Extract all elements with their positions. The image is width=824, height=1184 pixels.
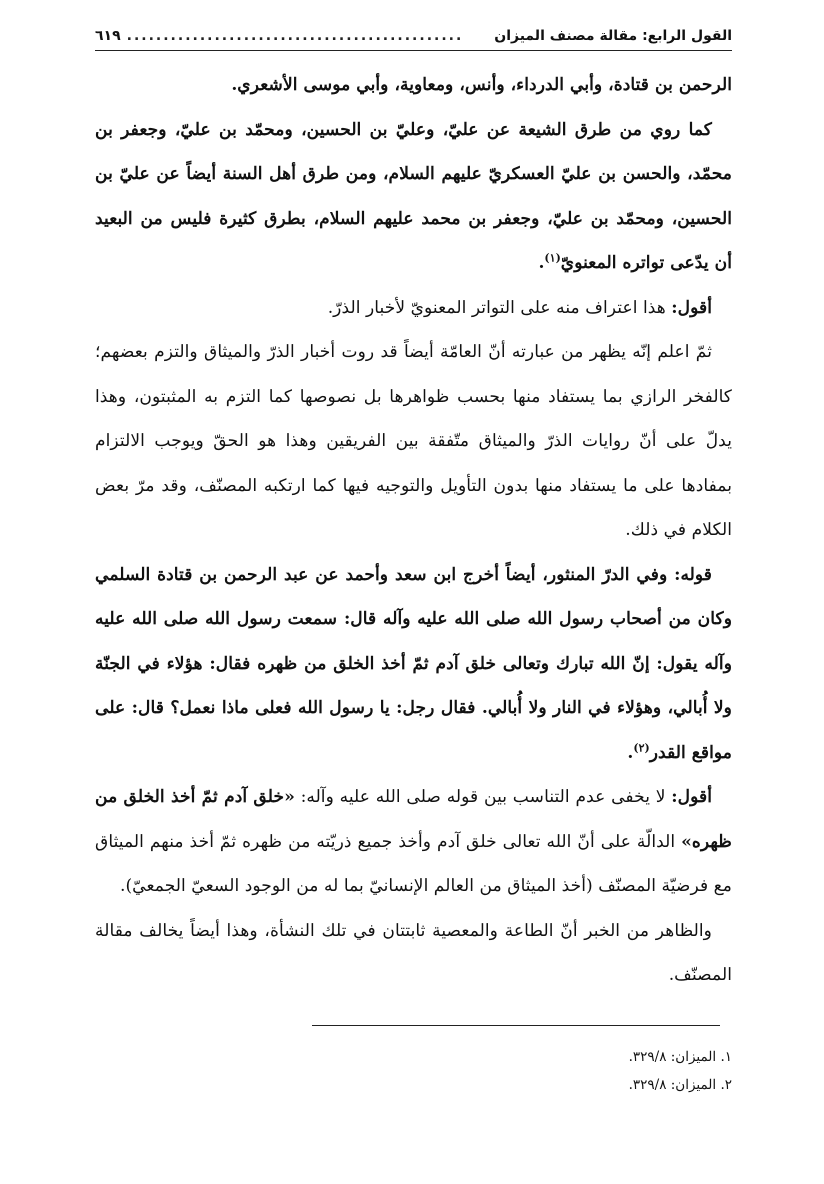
paragraph-tail: . [538,253,545,273]
header-leader-dots: .............................................. [126,28,464,44]
paragraph-lead: أقول: [671,787,712,807]
footnotes [312,1043,732,1099]
footnote-ref-2[interactable]: (٢) [633,740,650,754]
quoted-hadith: «خلق آدم ثمّ أخذ الخلق من ظهره» [95,787,732,852]
paragraph-3 [95,286,732,331]
footnote-ref-1[interactable]: (١) [544,251,561,265]
paragraph-text: والظاهر من الخبر أنّ الطاعة والمعصية ثابتتان في تلك النشأة، وهذا أيضاً يخالف مقالة المصنّف. [95,920,732,985]
paragraph-7 [95,909,732,998]
paragraph-text: الرحمن بن قتادة، وأبي الدرداء، وأنس، ومعاوية، وأبي موسى الأشعري. [231,75,732,95]
header-title: القول الرابع: مقالة مصنف الميزان [494,28,732,44]
paragraph-6 [95,775,732,909]
paragraph-5 [95,553,732,776]
footnote-divider [312,1025,720,1026]
page-number: ٦١٩ [95,28,121,44]
paragraph-lead: أقول: [671,297,712,318]
paragraph-text: لا يخفى عدم التناسب بين قوله صلى الله عليه وآله: [294,787,672,807]
footnote-1: ١. الميزان: ٣٢٩/٨. [628,1049,732,1065]
paragraph-2 [95,108,732,286]
paragraph-text-cont: الدالّة على أنّ الله تعالى خلق آدم وأخذ جميع ذريّته من ظهره ثمّ أخذ منهم الميثاق مع فرضيّة المصنّف (أخذ الميثاق من العالم الإنسانيّ بما له من الوجود السعيّ الجمعيّ). [95,831,732,896]
paragraph-tail: . [627,742,634,763]
paragraph-text: كما روي من طرق الشيعة عن عليّ، وعليّ بن الحسين، ومحمّد بن عليّ، وجعفر بن محمّد، والحسن بن عليّ العسكريّ عليهم السلام، ومن طرق أهل السنة أيضاً عن عليّ بن الحسين، ومحمّد بن عليّ، وجعفر بن محمد عليهم السلام، بطرق كثيرة فليس من البعيد أن يدّعى تواتره المعنويّ [95,119,732,273]
page [95,28,732,998]
paragraph-1 [95,63,732,108]
paragraph-text: هذا اعتراف منه على التواتر المعنويّ لأخبار الذرّ. [327,297,672,318]
footnote-2: ٢. الميزان: ٣٢٩/٨. [628,1077,732,1093]
paragraph-text: قوله: وفي الدرّ المنثور، أيضاً أخرج ابن سعد وأحمد عن عبد الرحمن بن قتادة السلمي وكان من أصحاب رسول الله صلى الله عليه وآله قال: سمعت رسول الله صلى الله عليه وآله يقول: إنّ الله تبارك وتعالى خلق آدم ثمّ أخذ الخلق من ظهره فقال: هؤلاء في الجنّة ولا أُبالي، وهؤلاء في النار ولا أُبالي. فقال رجل: يا رسول الله فعلى ماذا نعمل؟ قال: على مواقع القدر [95,564,732,763]
paragraph-4 [95,330,732,553]
running-header [95,28,732,51]
main-text [95,63,732,998]
paragraph-text: ثمّ اعلم إنّه يظهر من عبارته أنّ العامّة أيضاً قد روت أخبار الذرّ والميثاق والتزم بعضهم؛ كالفخر الرازي بما يستفاد منها بحسب ظواهرها بل نصوصها كما التزم به المثبتون، وهذا يدلّ على أنّ روايات الذرّ والميثاق متّفقة بين الفريقين وهذا هو الحقّ ويوجب الالتزام بمفادها على ما يستفاد منها بدون التأويل والتوجيه فيها كما ارتكبه المصنّف، وقد مرّ بعض الكلام في ذلك. [95,342,732,540]
